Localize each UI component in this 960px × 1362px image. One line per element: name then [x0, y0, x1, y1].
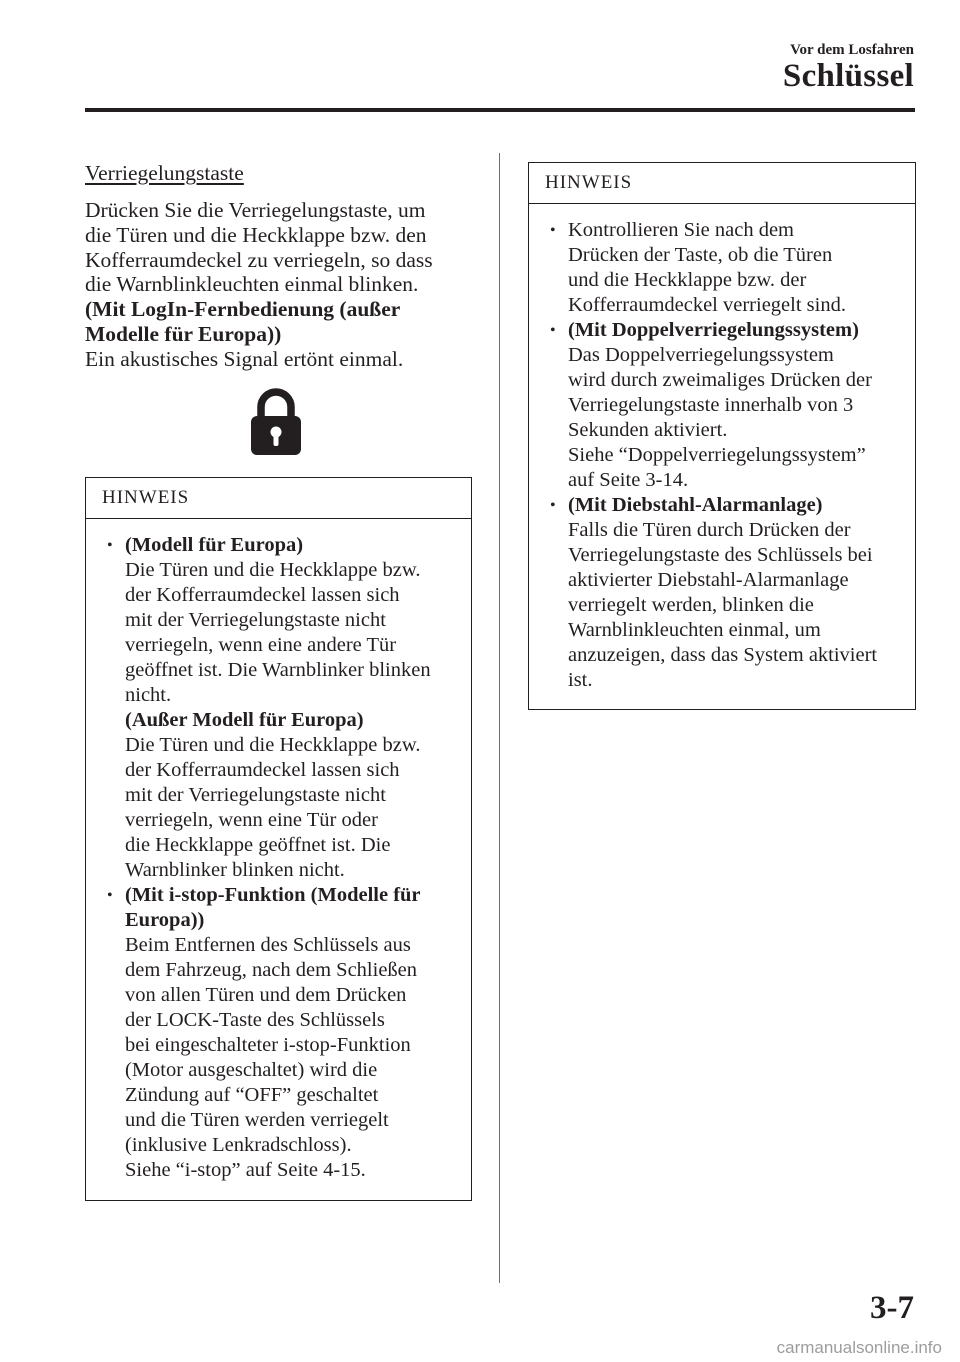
note-line: verriegeln, wenn eine andere Tür	[125, 634, 397, 656]
note-item	[529, 493, 905, 693]
note-line: und die Türen werden verriegelt	[125, 1109, 389, 1131]
note-line: (Modell für Europa)	[125, 534, 304, 556]
page-number: 3-7	[870, 1290, 914, 1326]
bullet-icon: •	[107, 537, 113, 554]
note-item	[529, 218, 905, 318]
condition-line: Modelle für Europa))	[85, 321, 282, 346]
body-line: die Warnblinkleuchten einmal blinken.	[85, 272, 419, 297]
note-box-right	[528, 162, 916, 710]
note-line: mit der Verriegelungstaste nicht	[125, 784, 386, 806]
note-line: Siehe “Doppelverriegelungssystem”	[568, 444, 866, 466]
note-line: Das Doppelverriegelungssystem	[568, 344, 834, 366]
body-line: die Türen und die Heckklappe bzw. den	[85, 222, 427, 247]
page-title: Schlüssel	[782, 58, 914, 94]
body-line: Drücken Sie die Verriegelungstaste, um	[85, 198, 426, 222]
note-line: Kofferraumdeckel verriegelt sind.	[568, 294, 846, 316]
note-line: anzuzeigen, dass das System aktiviert	[568, 644, 878, 666]
note-line: Sekunden aktiviert.	[568, 419, 728, 441]
note-box-left	[85, 477, 472, 1201]
note-line: (Mit i-stop-Funktion (Modelle für	[125, 884, 421, 906]
note-line: Falls die Türen durch Drücken der	[568, 519, 851, 541]
note-line: Kontrollieren Sie nach dem	[568, 219, 795, 241]
body-line: Kofferraumdeckel zu verriegeln, so dass	[85, 247, 433, 272]
note-line: ist.	[568, 669, 593, 691]
section-body	[85, 198, 471, 372]
note-line: dem Fahrzeug, nach dem Schließen	[125, 959, 418, 981]
bullet-icon: •	[107, 887, 113, 904]
note-line: Drücken der Taste, ob die Türen	[568, 244, 833, 266]
note-heading: HINWEIS	[86, 478, 471, 519]
section-title: Verriegelungstaste	[85, 161, 244, 185]
note-line: Europa))	[125, 909, 205, 931]
note-line: aktivierter Diebstahl-Alarmanlage	[568, 569, 849, 591]
note-line: auf Seite 3-14.	[568, 469, 689, 491]
note-line: (Mit Doppelverriegelungssystem)	[568, 319, 859, 341]
watermark: carmanualsonline.info	[776, 1338, 942, 1357]
note-line: wird durch zweimaliges Drücken der	[568, 369, 872, 391]
chapter-label: Vor dem Losfahren	[790, 42, 914, 58]
note-line: nicht.	[125, 684, 172, 706]
note-line: die Heckklappe geöffnet ist. Die	[125, 834, 391, 856]
note-line: verriegeln, wenn eine Tür oder	[125, 809, 378, 831]
note-line: (inklusive Lenkradschloss).	[125, 1134, 352, 1156]
bullet-icon: •	[550, 222, 556, 239]
note-item	[86, 883, 461, 1183]
note-line: (Außer Modell für Europa)	[125, 709, 364, 731]
note-line: Die Türen und die Heckklappe bzw.	[125, 559, 421, 581]
signal-text: Ein akustisches Signal ertönt einmal.	[85, 346, 404, 371]
note-line: geöffnet ist. Die Warnblinker blinken	[125, 659, 431, 681]
note-line: mit der Verriegelungstaste nicht	[125, 609, 386, 631]
note-line: der Kofferraumdeckel lassen sich	[125, 759, 400, 781]
note-item	[529, 318, 905, 493]
note-line: Warnblinkleuchten einmal, um	[568, 619, 821, 641]
bullet-icon: •	[550, 497, 556, 514]
note-line: und die Heckklappe bzw. der	[568, 269, 807, 291]
note-line: Verriegelungstaste innerhalb von 3	[568, 394, 854, 416]
bullet-icon: •	[550, 322, 556, 339]
header-rule	[85, 108, 915, 112]
note-line: von allen Türen und dem Drücken	[125, 984, 407, 1006]
column-divider	[499, 153, 500, 1283]
note-line: (Mit Diebstahl-Alarmanlage)	[568, 494, 823, 516]
note-line: verriegelt werden, blinken die	[568, 594, 814, 616]
note-line: Warnblinker blinken nicht.	[125, 859, 345, 881]
condition-line: (Mit LogIn-Fernbedienung (außer	[85, 297, 401, 322]
note-line: (Motor ausgeschaltet) wird die	[125, 1059, 378, 1081]
note-line: der LOCK-Taste des Schlüssels	[125, 1009, 385, 1031]
note-line: Beim Entfernen des Schlüssels aus	[125, 934, 411, 956]
note-line: Verriegelungstaste des Schlüssels bei	[568, 544, 873, 566]
note-line: Die Türen und die Heckklappe bzw.	[125, 734, 421, 756]
left-column	[85, 158, 471, 372]
note-item	[86, 533, 461, 883]
padlock-icon	[250, 386, 302, 456]
note-line: bei eingeschalteter i-stop-Funktion	[125, 1034, 411, 1056]
note-line: der Kofferraumdeckel lassen sich	[125, 584, 400, 606]
note-line: Zündung auf “OFF” geschaltet	[125, 1084, 379, 1106]
note-heading: HINWEIS	[529, 163, 915, 204]
note-line: Siehe “i-stop” auf Seite 4-15.	[125, 1159, 366, 1181]
